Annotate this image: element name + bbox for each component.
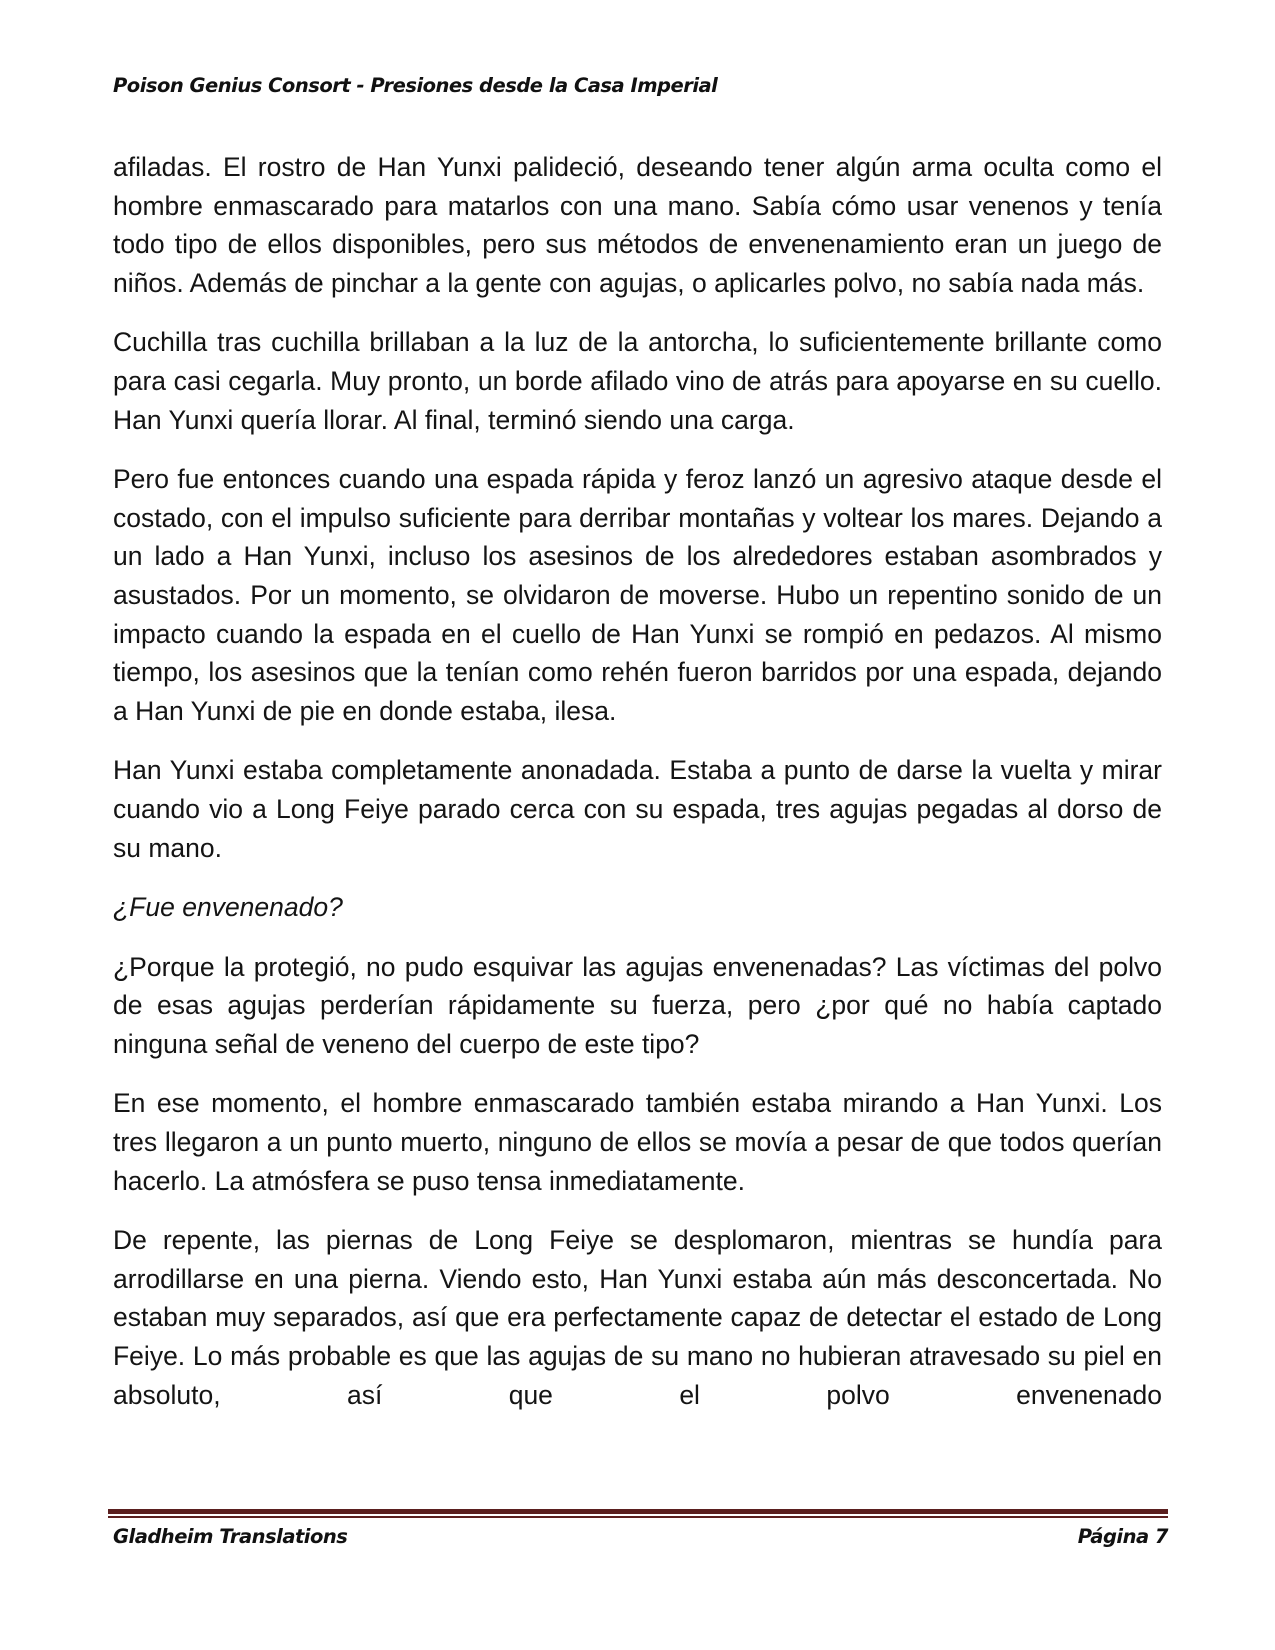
italic-thought-paragraph: ¿Fue envenenado? [113,892,343,923]
paragraph: ¿Porque la protegió, no pudo esquivar las agujas envenenadas? Las víctimas del polvo de esas agujas perderían rápidamente su fuerza, pero ¿por qué no había captado ninguna señal de veneno del cuerpo de este tipo? [113,951,1162,1059]
page-number: Página 7 [1077,1525,1168,1548]
paragraph: Han Yunxi estaba completamente anonadada. Estaba a punto de darse la vuelta y mirar cuando vio a Long Feiye parado cerca con su espada, tres agujas pegadas al dorso de su mano. [113,755,1162,863]
paragraph: afiladas. El rostro de Han Yunxi palideció, deseando tener algún arma oculta como el hombre enmascarado para matarlos con una mano. Sabía cómo usar venenos y tenía todo tipo de ellos disponibles, pero sus métodos de envenenamiento eran un juego de niños. Además de pinchar a la gente con agujas, o aplicarles polvo, no sabía nada más. [113,152,1162,298]
paragraph: Cuchilla tras cuchilla brillaban a la luz de la antorcha, lo suficientemente brillante como para casi cegarla. Muy pronto, un borde afilado vino de atrás para apoyarse en su cuello. Han Yunxi quería llorar. Al final, terminó siendo una carga. [113,327,1162,435]
running-header: Poison Genius Consort - Presiones desde la Casa Imperial [113,74,718,97]
footer-rule-thin [108,1516,1168,1518]
footer [113,1525,1168,1548]
paragraph: De repente, las piernas de Long Feiye se desplomaron, mientras se hundía para arrodillarse en una pierna. Viendo esto, Han Yunxi estaba aún más desconcertada. No estaban muy separados, así que era perfectamente capaz de detectar el estado de Long Feiye. Lo más probable es que las agujas de su mano no hubieran atravesado su piel en absoluto, así que el polvo envenenado [113,1225,1162,1410]
body-text [113,148,1162,1414]
footer-rule-thick [108,1509,1168,1514]
paragraph: Pero fue entonces cuando una espada rápida y feroz lanzó un agresivo ataque desde el costado, con el impulso suficiente para derribar montañas y voltear los mares. Dejando a un lado a Han Yunxi, incluso los asesinos de los alrededores estaban asombrados y asustados. Por un momento, se olvidaron de moverse. Hubo un repentino sonido de un impacto cuando la espada en el cuello de Han Yunxi se rompió en pedazos. Al mismo tiempo, los asesinos que la tenían como rehén fueron barridos por una espada, dejando a Han Yunxi de pie en donde estaba, ilesa. [113,464,1162,726]
paragraph: En ese momento, el hombre enmascarado también estaba mirando a Han Yunxi. Los tres llegaron a un punto muerto, ninguno de ellos se movía a pesar de que todos querían hacerlo. La atmósfera se puso tensa inmediatamente. [113,1088,1162,1196]
footer-publisher: Gladheim Translations [113,1525,348,1548]
